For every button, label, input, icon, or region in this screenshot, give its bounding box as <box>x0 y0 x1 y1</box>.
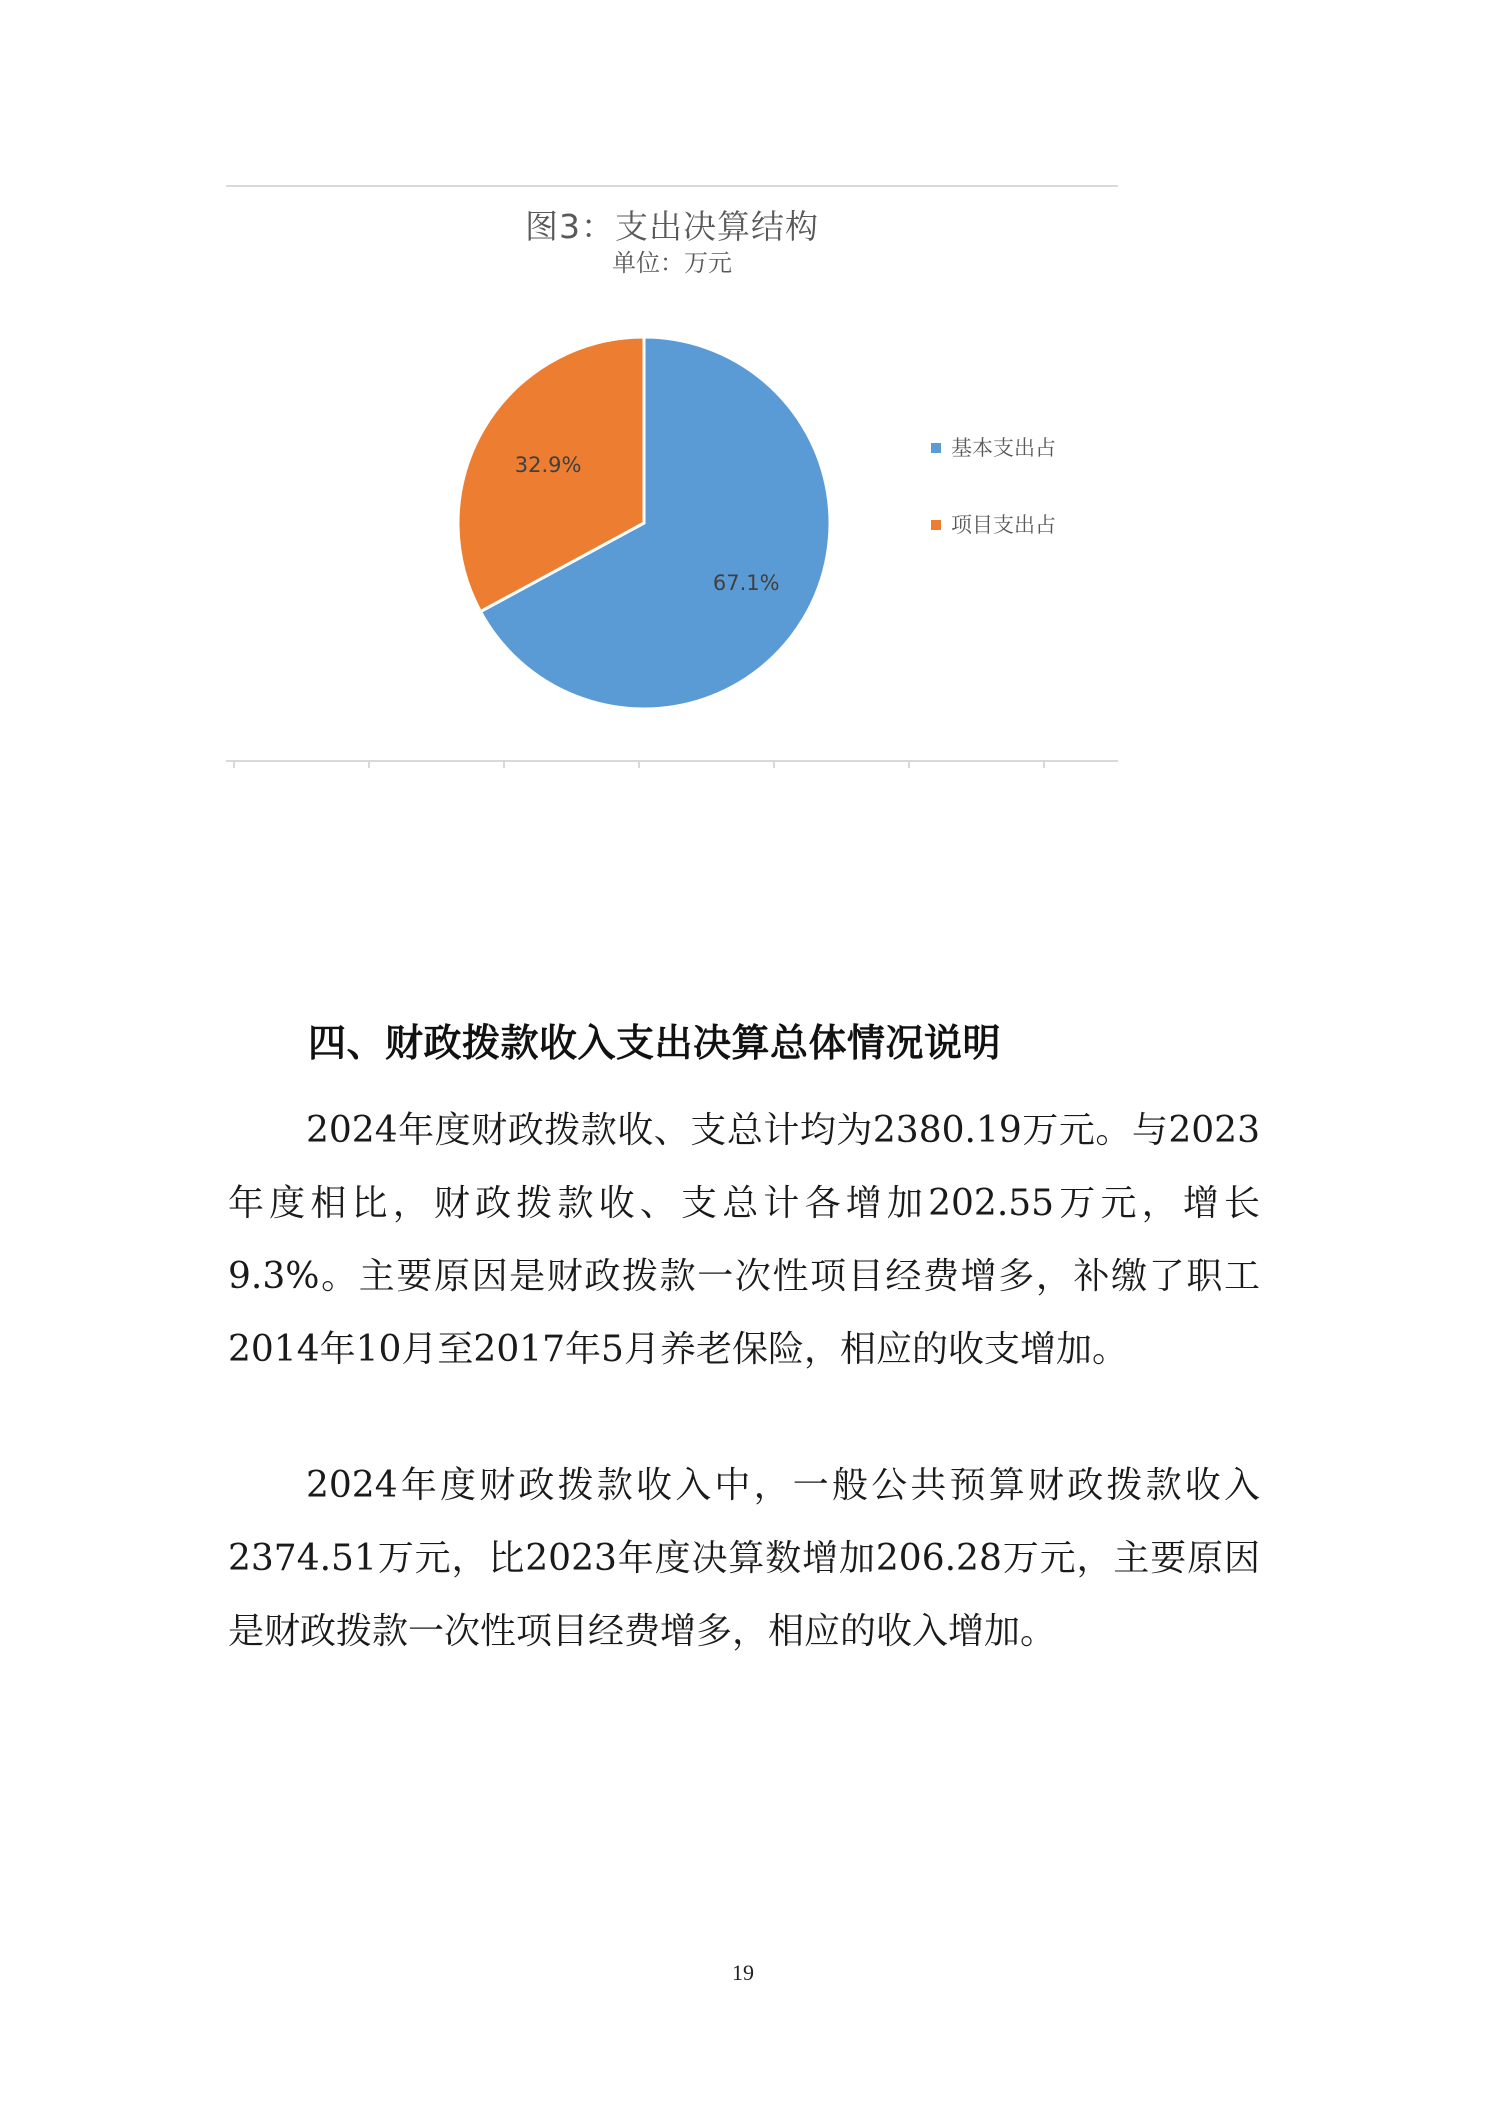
section-heading: 四、财政拨款收入支出决算总体情况说明 <box>308 1021 1002 1065</box>
legend-swatch <box>931 443 941 453</box>
expenditure-structure-chart <box>226 185 1118 765</box>
legend-swatch <box>931 520 941 530</box>
pie-chart <box>226 185 1118 765</box>
chart-subtitle: 单位：万元 <box>612 249 732 277</box>
legend-label: 基本支出占 <box>951 436 1056 460</box>
chart-axis-ticks <box>226 762 1118 770</box>
pie-data-label-1: 67.1% <box>712 570 780 595</box>
paragraph-general-budget-income: 2024年度财政拨款收入中，一般公共预算财政拨款收入2374.51万元，比2023年度决算数增加206.28万元，主要原因是财政拨款一次性项目经费增多，相应的收入增加。 <box>228 1465 1260 1652</box>
chart-title: 图3：支出决算结构 <box>525 207 819 246</box>
legend-item-1 <box>931 432 1056 462</box>
pie-data-label-2: 32.9% <box>514 452 582 477</box>
legend-label: 项目支出占 <box>951 513 1056 537</box>
paragraph-total-appropriation: 2024年度财政拨款收、支总计均为2380.19万元。与2023年度相比，财政拨款收、支总计各增加202.55万元，增长9.3%。主要原因是财政拨款一次性项目经费增多，补缴了职工2014年10月至2017年5月养老保险，相应的收支增加。 <box>228 1110 1260 1370</box>
page-number: 19 <box>732 1960 754 1985</box>
legend-item-2 <box>931 509 1056 539</box>
